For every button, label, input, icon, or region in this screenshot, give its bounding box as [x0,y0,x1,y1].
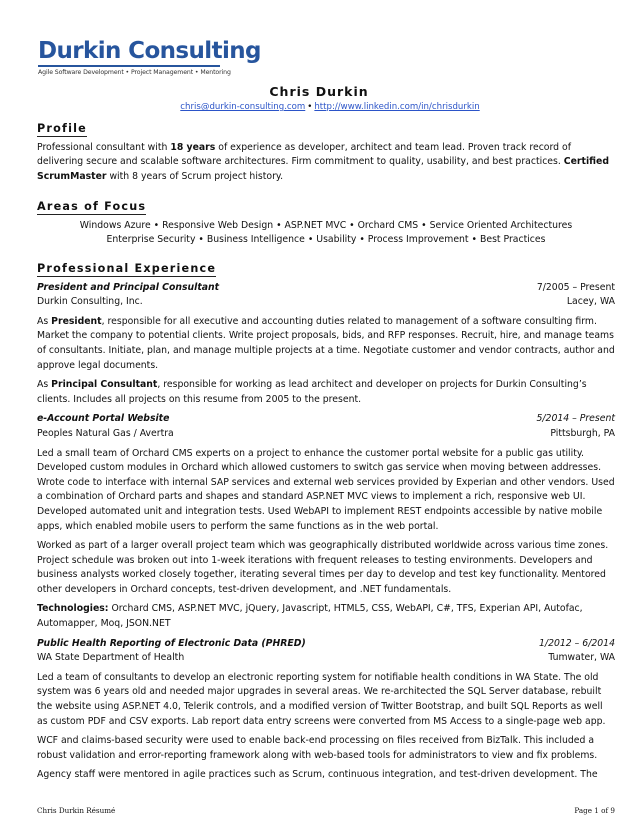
project-paragraph: Led a team of consultants to develop an electronic reporting system for notifiable health conditions in WA State. The old system was 6 years old and needed major upgrades in several areas. We re-architected the SQL Server database, rebuilt the website using ASP.NET 4.0, Telerik controls, and a modified version of Twitter Bootstrap, and built SQL Reports as well as custom PDF and CSV exports. Lab report data entry screens were converted from MS Access to a single-page web app. [37,671,606,727]
focus-line-1: Windows Azure • Responsive Web Design • ASP.NET MVC • Orchard CMS • Service Oriented Architectures [79,219,573,231]
job-title-row [37,281,615,296]
email-link[interactable]: chris@durkin-consulting.com [180,102,306,112]
job-paragraph-president: As President, responsible for all executive and accounting duties related to management of a software consulting firm. Market the company to potential clients. Write project proposals, bids, and RFP responses. Recruit, hire, and manage teams of consultants. Initiate, plan, and manage multiple projects at a time. Negotiate customer and vendor contracts, author and approve legal documents. [37,315,615,371]
candidate-name: Chris Durkin [269,84,369,99]
logo-tagline: Agile Software Development • Project Management • Mentoring [38,69,231,76]
job-company-row [37,295,615,310]
profile-heading: Profile [37,122,87,135]
project-client: Peoples Natural Gas / Avertra [37,427,174,439]
logo-title: Durkin Consulting [38,38,261,64]
project-technologies: Technologies: Orchard CMS, ASP.NET MVC, jQuery, Javascript, HTML5, CSS, WebAPI, C#, TFS, Experian API, Autofac, Automapper, Moq, JSON.NET [37,603,583,630]
contact-line [180,102,480,112]
project-client-row [37,427,615,442]
footer-page-number: Page 1 of 9 [574,806,615,815]
project-paragraph: Led a small team of Orchard CMS experts on a project to enhance the customer portal website for a public gas utility. Developed custom modules in Orchard which allowed customers to switch gas service when moving between addresses. Wrote code to interface with internal SAP services and external web services provided by Experian and other vendors. Used a combination of Orchard parts and shapes and standard ASP.NET MVC views to implement a rich, responsive web UI. Developed automated unit and integration tests. Used WebAPI to implement REST endpoints accessible by native mobile apps, which enabled mobile users to perform the same functions as in the web portal. [37,447,615,532]
footer-title: Chris Durkin Résumé [37,806,116,815]
project-dates: 5/2014 – Present [536,413,615,425]
project-paragraph: Agency staff were mentored in agile practices such as Scrum, continuous integration, and test-driven development. The [37,769,598,781]
project-paragraph: Worked as part of a larger overall project team which was geographically distributed worldwide across various time zones. Project schedule was broken out into 1-week iterations with frequent releases to testing environments. Developers and business analysts worked closely together, iterating several times per day to develop and test key functionality. Mentored other developers in Orchard concepts, test-driven development, and .NET fundamentals. [37,540,609,595]
job-dates: 7/2005 – Present [536,281,615,293]
job-location: Lacey, WA [566,296,615,308]
profile-text: Professional consultant with 18 years of experience as developer, architect and team lead. Proven track record of delivering secure and scalable software architectures. Firm commitment to quality, usability, and best practices. Certified ScrumMaster with 8 years of Scrum project history. [37,141,609,182]
project-paragraph: WCF and claims-based security were used to enable back-end processing on files received from BizTalk. This included a robust validation and error-reporting framework along with web-based tools for administrators to view and fix problems. [37,735,598,761]
project-title: Public Health Reporting of Electronic Data (PHRED) [37,637,306,649]
logo-rule [38,65,220,67]
project-location: Pittsburgh, PA [550,427,615,439]
project-location: Tumwater, WA [548,652,615,664]
experience-heading: Professional Experience [37,262,217,275]
project-title: e-Account Portal Website [37,413,170,425]
project-title-row [37,412,615,427]
job-paragraph-consultant: As Principal Consultant, responsible for working as lead architect and developer on projects for Durkin Consulting’s clients. Includes all projects on this resume from 2005 to the present. [37,379,587,405]
focus-section [37,200,615,248]
job-title: President and Principal Consultant [37,281,220,293]
company-logo [38,38,261,76]
project-title-row [37,637,615,652]
page-footer [37,806,615,815]
contact-separator: • [307,102,313,112]
experience-section [37,262,615,783]
profile-section [37,122,615,184]
linkedin-link[interactable]: http://www.linkedin.com/in/chrisdurkin [314,102,480,112]
project-client-row [37,651,615,666]
project-client: WA State Department of Health [37,652,185,664]
focus-line-2: Enterprise Security • Business Intelligence • Usability • Process Improvement • Best Practices [106,234,546,246]
job-company: Durkin Consulting, Inc. [37,296,143,308]
project-dates: 1/2012 – 6/2014 [539,637,615,649]
focus-heading: Areas of Focus [37,200,147,213]
